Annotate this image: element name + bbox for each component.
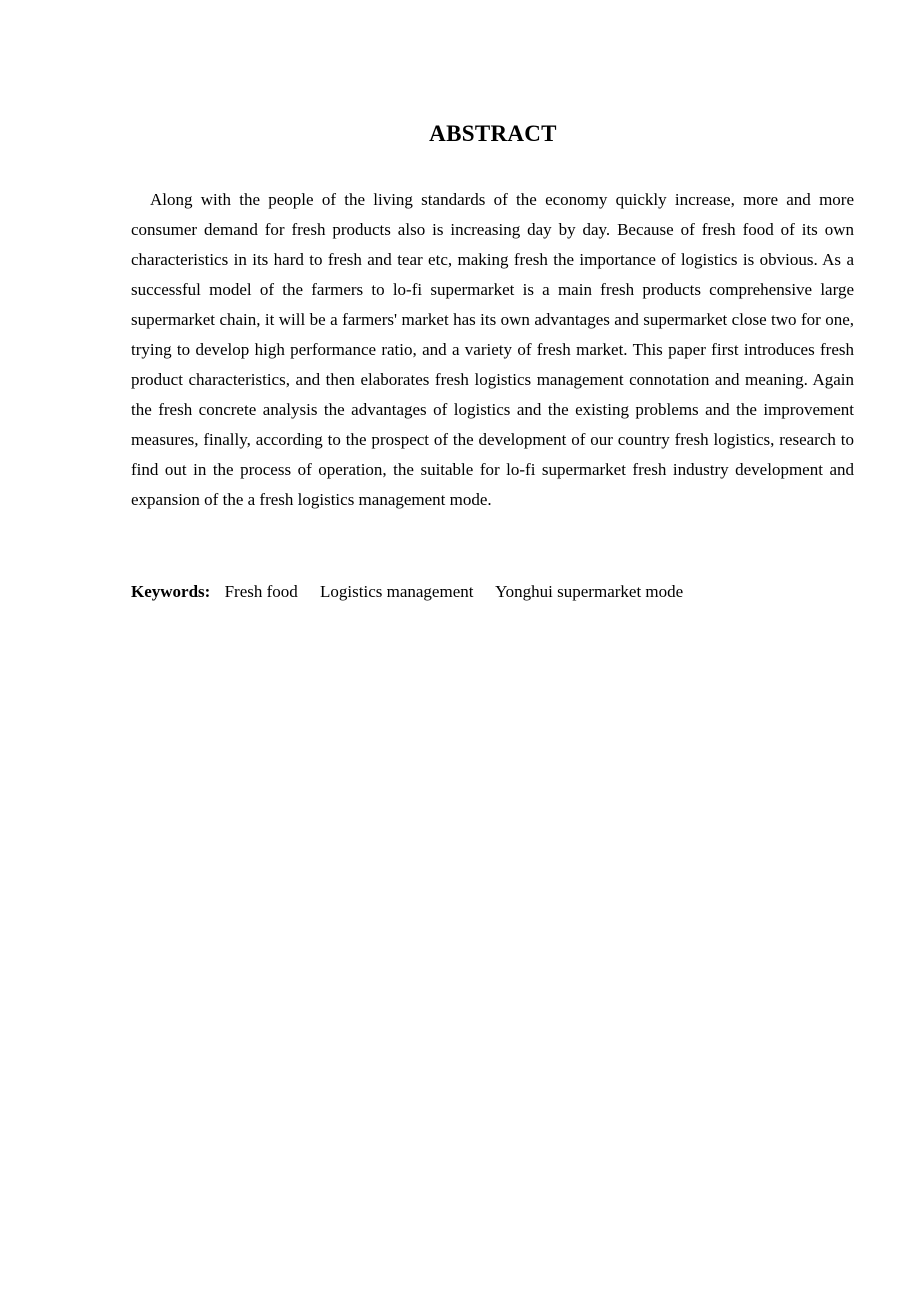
keywords-label: Keywords: — [131, 582, 211, 601]
abstract-paragraph: Along with the people of the living standards of the economy quickly increase, more and more consumer demand for fresh products also is increasing day by day. Because of fresh food of its own characteristics in its hard to fresh and tear etc, making fresh the importance of logistics is obvious. As a successful model of the farmers to lo-fi supermarket is a main fresh products comprehensive large supermarket chain, it will be a farmers' market has its own advantages and supermarket close two for one, trying to develop high performance ratio, and a variety of fresh market. This paper first introduces fresh product characteristics, and then elaborates fresh logistics management connotation and meaning. Again the fresh concrete analysis the advantages of logistics and the existing problems and the improvement measures, finally, according to the prospect of the development of our country fresh logistics, research to find out in the process of operation, the suitable for lo-fi supermarket fresh industry development and expansion of the a fresh logistics management mode. — [131, 190, 854, 509]
keywords-line — [131, 577, 854, 607]
keyword-term: Yonghui supermarket mode — [495, 582, 684, 601]
keyword-term: Logistics management — [320, 582, 474, 601]
keyword-term: Fresh food — [224, 582, 298, 601]
abstract-heading: ABSTRACT — [429, 121, 557, 146]
